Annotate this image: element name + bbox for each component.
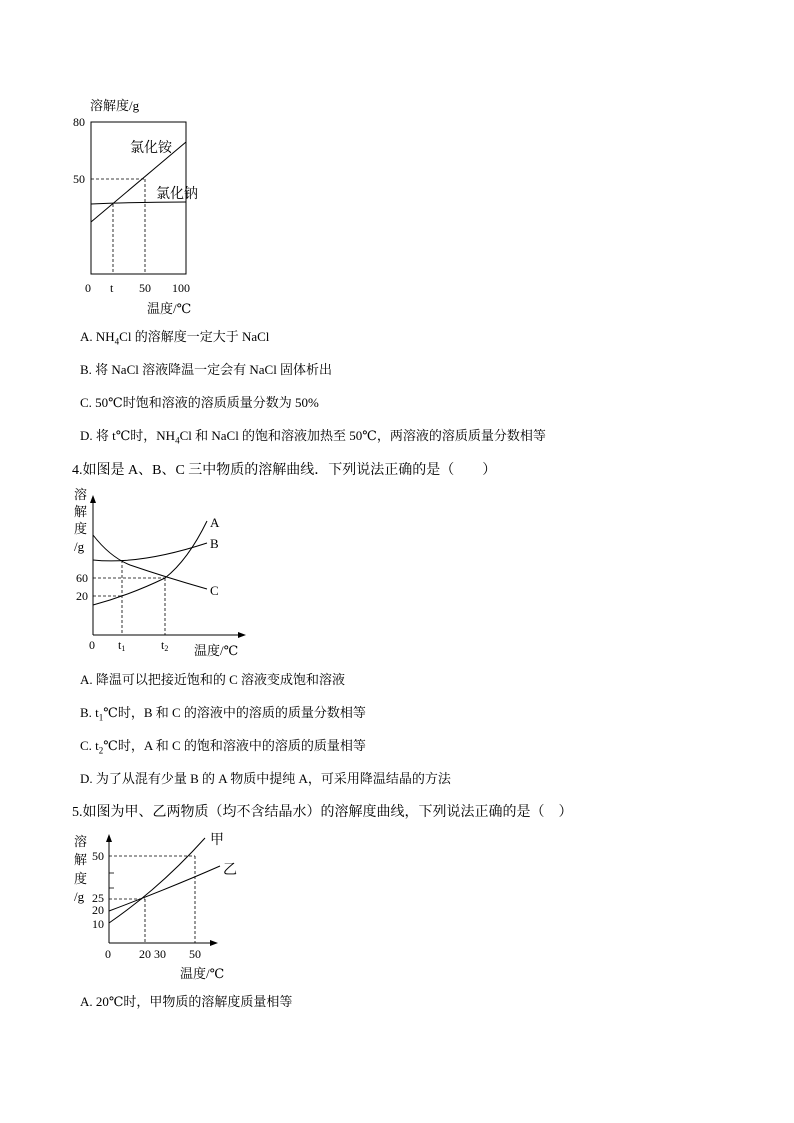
solubility-chart-2: [70, 485, 260, 660]
chart3-ylabel-2: 解: [74, 852, 88, 867]
chart2-curve-a: [93, 521, 207, 605]
q4-option-c: C. $t_2℃$时，A 和 C 的饱和溶液中的溶质的质量相等: [80, 738, 366, 756]
chart3-y-arrow: [106, 834, 112, 842]
chart2-y-arrow: [90, 495, 96, 503]
chart3-xlabel: 温度/℃: [180, 966, 225, 981]
chart1-y50: 50: [73, 172, 85, 186]
chart2-ylabel-2: 解: [74, 504, 88, 519]
chart2-ylabel-1: 溶: [74, 487, 88, 502]
chart2-xlabel: 温度/℃: [194, 643, 239, 658]
chart3-y10: 10: [92, 917, 104, 931]
q4-stem: 4.如图是 A、B、C 三中物质的溶解曲线．下列说法正确的是（ ）: [72, 463, 497, 478]
q4-option-b: B. $t_1℃$时，B 和 C 的溶液中的溶质的质量分数相等: [80, 705, 366, 723]
chart3-y50: 50: [92, 849, 104, 863]
chart2-ylabel-3: 度: [74, 521, 88, 536]
q3-option-c: C. 50℃时饱和溶液的溶质质量分数为 50%: [80, 395, 319, 410]
chart3-label-jia: 甲: [210, 833, 224, 848]
chart1-curve-nacl: [91, 202, 186, 204]
chart2-label-a: A: [210, 515, 220, 530]
chart3-ylabel-4: /g: [74, 889, 85, 904]
chart1-ylabel: 溶解度/g: [90, 98, 140, 113]
q5-stem: 5.如图为甲、乙两物质（均不含结晶水）的溶解度曲线，下列说法正确的是（ ）: [72, 805, 573, 820]
q3-option-d: D. 将 t℃时，$NH_4Cl$ 和 NaCl 的饱和溶液加热至 50℃，两溶液的溶质质量分数相等: [80, 428, 546, 446]
chart2-t2: t2: [161, 638, 169, 653]
chart2-label-c: C: [210, 583, 219, 598]
chart3-x-arrow: [210, 940, 218, 946]
chart2-y60: 60: [76, 571, 88, 585]
q3-option-b: B. 将 NaCl 溶液降温一定会有 NaCl 固体析出: [80, 362, 333, 377]
q3-option-a: A. $NH_4Cl$ 的溶解度一定大于 NaCl: [80, 329, 270, 347]
chart3-label-yi: 乙: [223, 863, 237, 878]
chart2-t1: t1: [118, 638, 126, 653]
chart2-curve-c: [93, 535, 207, 589]
chart3-curve-jia: [109, 838, 205, 923]
solubility-chart-1: [60, 95, 230, 325]
q4-option-d: D. 为了从混有少量 B 的 A 物质中提纯 A，可采用降温结晶的方法: [80, 771, 451, 786]
chart1-y80: 80: [73, 115, 85, 129]
chart2-ylabel-4: /g: [74, 539, 85, 554]
chart3-curve-yi: [109, 866, 220, 911]
chart1-x100: 100: [172, 281, 190, 295]
chart3-ylabel-3: 度: [74, 871, 88, 886]
chart1-x50: 50: [139, 281, 151, 295]
chart3-y20: 20: [92, 903, 104, 917]
chart2-label-b: B: [210, 536, 219, 551]
chart3-x50: 50: [189, 947, 201, 961]
q5-option-a: A. 20℃时，甲物质的溶解度质量相等: [80, 994, 293, 1009]
chart3-x20-30: 20 30: [139, 947, 166, 961]
chart3-x0: 0: [105, 947, 111, 961]
chart1-xlabel: 温度/℃: [147, 301, 192, 316]
chart1-xt: t: [110, 281, 114, 295]
chart2-y20: 20: [76, 589, 88, 603]
chart1-label-nacl: 氯化钠: [156, 187, 198, 202]
chart3-y25: 25: [92, 891, 104, 905]
chart1-label-nh4cl: 氯化铵: [130, 141, 172, 156]
q4-option-a: A. 降温可以把接近饱和的 C 溶液变成饱和溶液: [80, 672, 346, 687]
chart2-x0: 0: [89, 638, 95, 652]
chart3-ylabel-1: 溶: [74, 834, 88, 849]
chart2-x-arrow: [238, 632, 246, 638]
solubility-chart-3: [70, 828, 250, 983]
chart1-x0: 0: [85, 281, 91, 295]
chart2-curve-b: [93, 543, 207, 561]
